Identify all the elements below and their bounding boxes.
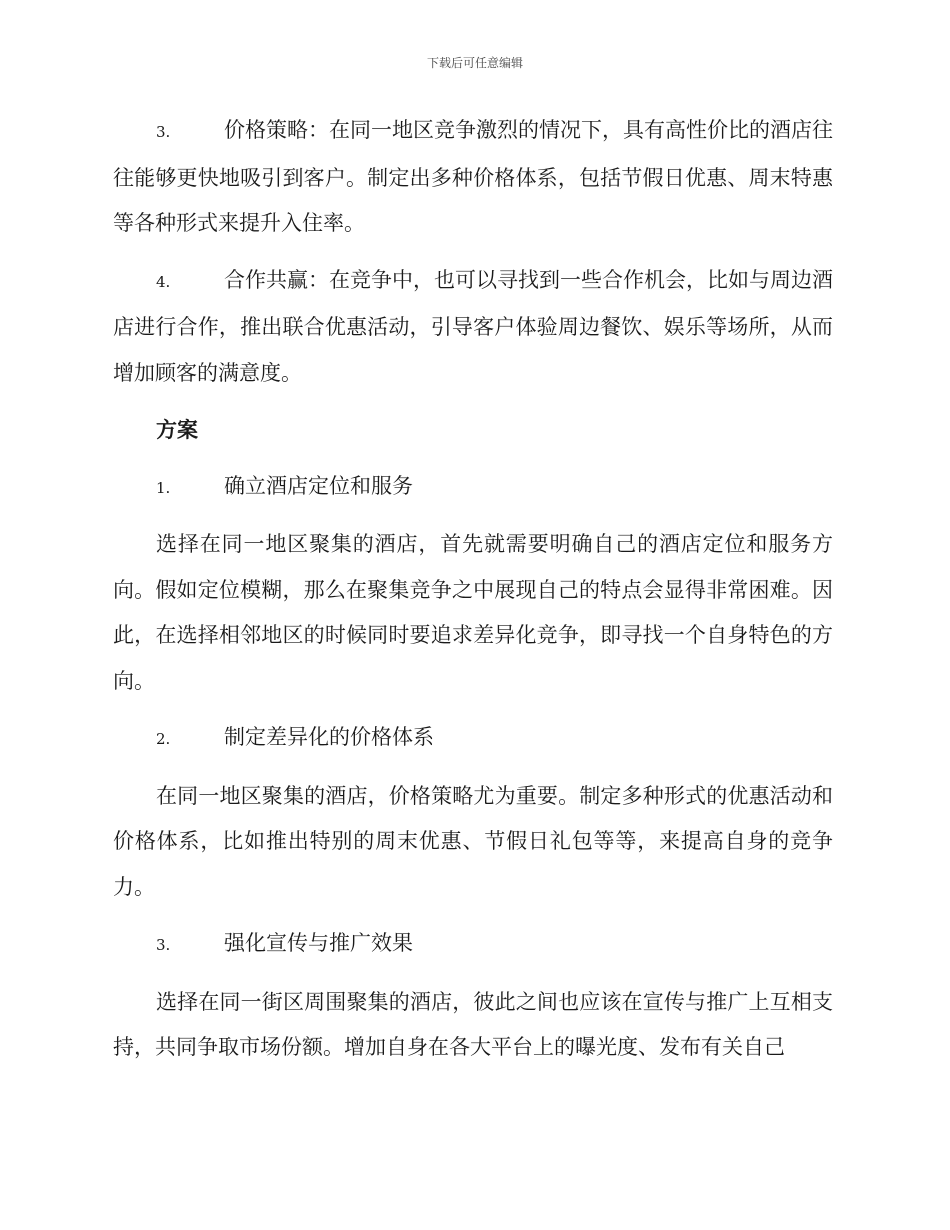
list-text: 合作共赢：在竞争中，也可以寻找到一些合作机会，比如与周边酒店进行合作，推出联合优惠活动，引导客户体验周边餐饮、娱乐等场所，从而增加顾客的满意度。 [113,267,833,385]
subheading-text: 强化宣传与推广效果 [224,931,413,955]
list-number: 4. [156,272,171,291]
subheading-pricing [113,715,833,763]
list-text: 价格策略：在同一地区竞争激烈的情况下，具有高性价比的酒店往往能够更快地吸引到客户。制定出多种价格体系，包括节假日优惠、周末特惠等各种形式来提升入住率。 [113,118,833,235]
page-header: 下载后可任意编辑 [426,56,523,70]
document-body [113,108,833,1082]
list-item-price-strategy [113,108,833,247]
list-number: 1. [156,478,171,497]
list-number: 3. [156,936,171,954]
list-number: 2. [156,730,171,748]
subheading-text: 确立酒店定位和服务 [224,473,413,498]
paragraph-positioning: 选择在同一地区聚集的酒店，首先就需要明确自己的酒店定位和服务方向。假如定位模糊，那么在聚集竞争之中展现自己的特点会显得非常困难。因此，在选择相邻地区的时候同时要追求差异化竞争，即寻找一个自身特色的方向。 [113,532,833,693]
list-number: 3. [156,123,171,141]
section-heading-plan: 方案 [156,417,198,442]
subheading-text: 制定差异化的价格体系 [224,725,434,749]
paragraph-pricing: 在同一地区聚集的酒店，价格策略尤为重要。制定多种形式的优惠活动和价格体系，比如推出特别的周末优惠、节假日礼包等等，来提高自身的竞争力。 [113,783,833,899]
subheading-promotion [113,921,833,969]
list-item-cooperation [113,258,833,397]
subheading-positioning [113,464,833,512]
paragraph-promotion: 选择在同一街区周围聚集的酒店，彼此之间也应该在宣传与推广上互相支持，共同争取市场份额。增加自身在各大平台上的曝光度、发布有关自己 [113,989,833,1059]
